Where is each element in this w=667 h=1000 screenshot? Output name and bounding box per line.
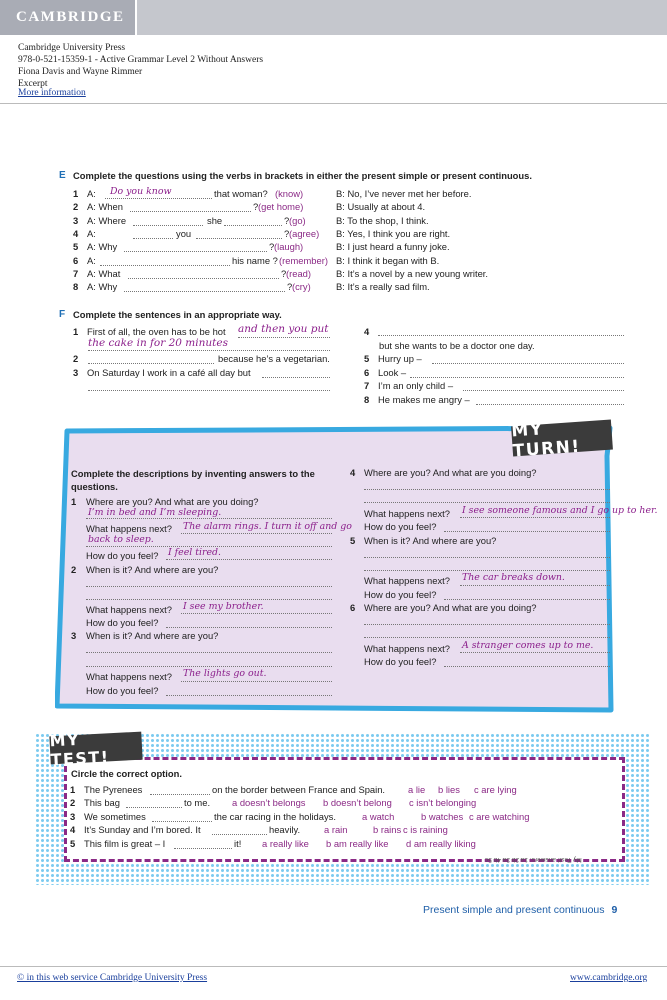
e-item-number: 6 <box>73 254 79 266</box>
header-divider <box>0 103 667 104</box>
e-item-number: 2 <box>73 201 79 213</box>
e-verb-hint: (know) <box>275 188 304 199</box>
myturn-item-1-feel-answer: I feel tired. <box>168 547 222 558</box>
myturn-item-3-next-label: What happens next? <box>86 671 172 682</box>
e-blank <box>224 225 282 226</box>
e-blank <box>128 278 279 279</box>
f-line-3b <box>88 390 330 391</box>
mytest-option[interactable]: c are watching <box>469 810 530 822</box>
e-item-number: 5 <box>73 241 79 253</box>
e-blank <box>105 198 212 199</box>
my-turn-badge <box>510 419 613 462</box>
myturn-item-3-feel-label: How do you feel? <box>86 685 159 696</box>
e-item-a: A: Where <box>87 214 127 226</box>
mytest-item-prefix: We sometimes <box>84 810 146 822</box>
mytest-blank <box>150 794 210 795</box>
mytest-option[interactable]: b watches <box>421 810 464 822</box>
f-line-4 <box>378 335 624 336</box>
f-line-3a <box>262 377 330 378</box>
answer-line <box>181 533 332 534</box>
mytest-item-number: 2 <box>70 797 76 809</box>
e-verb-hint: (go) <box>289 214 306 226</box>
answer-line <box>364 489 610 490</box>
e-item-a: A: <box>87 188 96 199</box>
f-line-7 <box>463 390 624 391</box>
copyright-link[interactable]: © in this web service Cambridge University Press <box>17 973 208 983</box>
myturn-item-1-number: 1 <box>71 496 77 507</box>
e-verb-hint: (cry) <box>292 281 311 293</box>
mytest-option[interactable]: d am really liking <box>406 837 476 849</box>
e-verb-hint: (get home) <box>258 201 304 213</box>
header-excerpt: Excerpt <box>18 79 48 89</box>
e-item-number: 3 <box>73 214 79 226</box>
mytest-option[interactable]: a watch <box>362 810 395 822</box>
myturn-item-5-feel-label: How do you feel? <box>364 589 437 600</box>
e-item-a-end: ? <box>269 241 275 253</box>
myturn-item-3-number: 3 <box>71 630 77 641</box>
my-test-instruction: Circle the correct option. <box>71 768 182 779</box>
mytest-blank <box>212 834 267 835</box>
mytest-option[interactable]: a really like <box>262 837 309 849</box>
e-verb-hint: (laugh) <box>274 241 304 253</box>
mytest-option[interactable]: b doesn’t belong <box>323 797 392 809</box>
f-answer-1a: and then you put <box>238 323 329 335</box>
e-item-a-end: ? <box>284 214 290 226</box>
myturn-item-6-question: Where are you? And what are you doing? <box>364 602 537 613</box>
header-authors: Fiona Davis and Wayne Rimmer <box>18 67 143 77</box>
myturn-item-4-feel-label: How do you feel? <box>364 521 437 532</box>
myturn-item-6-feel-label: How do you feel? <box>364 656 437 667</box>
my-turn-instruction: Complete the descriptions by inventing answers to the questions. <box>71 468 315 492</box>
mytest-item-suffix: it! <box>234 837 242 849</box>
answer-line <box>86 666 332 667</box>
answer-line <box>444 531 610 532</box>
mytest-item-suffix: the car racing in the holidays. <box>214 810 336 822</box>
f-line-6 <box>410 377 624 378</box>
e-item-mid: she <box>207 214 223 226</box>
mytest-item-suffix: to me. <box>184 797 211 809</box>
e-verb-hint: (read) <box>286 267 312 279</box>
answer-line <box>444 599 610 600</box>
exercise-f-letter: F <box>59 309 66 320</box>
f-item-1: 1 First of all, the oven has to be hot <box>73 326 226 337</box>
myturn-item-2-number: 2 <box>71 564 77 575</box>
myturn-item-5-next-answer: The car breaks down. <box>462 572 565 583</box>
myturn-item-2-next-label: What happens next? <box>86 604 172 615</box>
answer-line <box>86 518 332 519</box>
f-item-3: 3 On Saturday I work in a café all day but <box>73 367 251 378</box>
answer-line <box>86 599 332 600</box>
mytest-item-number: 5 <box>70 837 76 849</box>
f-item-4-text: but she wants to be a doctor one day. <box>379 340 535 351</box>
my-test-badge <box>49 729 142 770</box>
answer-line <box>181 613 332 614</box>
answer-line <box>364 570 610 571</box>
e-item-b: B: I just heard a funny joke. <box>336 241 450 253</box>
myturn-item-3-next-answer: The lights go out. <box>183 668 267 679</box>
mytest-item-prefix: It’s Sunday and I’m bored. It <box>84 824 201 836</box>
myturn-item-4-question: Where are you? And what are you doing? <box>364 467 537 478</box>
f-item-6: 6 Look – <box>364 367 407 378</box>
answer-line <box>166 695 332 696</box>
myturn-item-1-question: Where are you? And what are you doing? <box>86 496 259 507</box>
e-blank <box>133 238 173 239</box>
e-item-a: A: Why <box>87 241 118 253</box>
mytest-option[interactable]: c isn’t belonging <box>409 797 477 809</box>
e-item-b: B: It’s a really sad film. <box>336 281 430 293</box>
myturn-item-6-next-label: What happens next? <box>364 643 450 654</box>
mytest-item-number: 1 <box>70 784 76 795</box>
answer-line <box>86 652 332 653</box>
e-item-mid: you <box>176 227 192 239</box>
f-item-4-num: 4 <box>364 326 370 337</box>
mytest-option[interactable]: a lie <box>408 784 426 795</box>
answer-line <box>86 586 332 587</box>
answer-line <box>364 637 610 638</box>
e-verb-hint: (remember) <box>279 254 328 266</box>
f-line-5 <box>432 363 624 364</box>
mytest-blank <box>152 821 212 822</box>
brand-logo: CAMBRIDGE <box>16 9 125 25</box>
f-item-7: 7 I’m an only child – <box>364 380 454 391</box>
myturn-item-1-next-answer-2: back to sleep. <box>88 534 154 545</box>
mytest-item-prefix: This bag <box>84 797 120 809</box>
e-item-a-end: ? <box>281 267 287 279</box>
e-item-b: B: Yes, I think you are right. <box>336 227 451 239</box>
e-item-number: 1 <box>73 188 79 199</box>
exercise-e-instruction: Complete the questions using the verbs in brackets in either the present simple or present continuous. <box>73 170 532 181</box>
my-test-badge-label: MY TEST! <box>49 729 111 770</box>
myturn-item-6-number: 6 <box>350 602 356 613</box>
f-item-5: 5 Hurry up – <box>364 353 422 364</box>
f-line-8 <box>476 404 624 405</box>
myturn-item-2-question: When is it? And where are you? <box>86 564 219 575</box>
e-blank <box>100 265 230 266</box>
e-item-b: B: It’s a novel by a new young writer. <box>336 267 488 279</box>
mytest-item-suffix: on the border between France and Spain. <box>212 784 386 795</box>
e-blank <box>196 238 282 239</box>
mytest-item-number: 3 <box>70 810 76 822</box>
my-turn-badge-label: MY TURN! <box>510 419 582 462</box>
cambridge-site-link[interactable]: www.cambridge.org <box>570 973 648 983</box>
e-item-a-end: ? <box>253 201 259 213</box>
e-item-a: A: Why <box>87 281 118 293</box>
answer-line <box>364 557 610 558</box>
answer-line <box>460 517 610 518</box>
e-blank <box>124 291 285 292</box>
e-item-b: B: I think it began with B. <box>336 254 440 266</box>
e-item-a: A: When <box>87 201 123 213</box>
answer-line <box>166 627 332 628</box>
myturn-item-2-feel-label: How do you feel? <box>86 617 159 628</box>
e-item-number: 8 <box>73 281 79 293</box>
e-answer-1: Do you know <box>110 186 172 197</box>
page-number: 9 <box>611 904 618 916</box>
mytest-option[interactable]: c is raining <box>403 824 448 836</box>
myturn-item-5-number: 5 <box>350 535 356 546</box>
myturn-item-1-next-answer: The alarm rings. I turn it off and go <box>183 521 352 532</box>
answer-line <box>181 681 332 682</box>
myturn-item-3-question: When is it? And where are you? <box>86 630 219 641</box>
myturn-item-5-next-label: What happens next? <box>364 575 450 586</box>
answer-line <box>166 559 332 560</box>
e-verb-hint: (agree) <box>289 227 320 239</box>
f-line-1a <box>238 337 330 338</box>
answer-line <box>364 624 610 625</box>
e-item-a-end: that woman? <box>214 188 268 199</box>
mytest-option[interactable]: b lies <box>438 784 460 795</box>
f-line-2 <box>88 363 214 364</box>
header-gray-band <box>137 0 667 35</box>
section-footer-title: Present simple and present continuous <box>423 904 605 916</box>
f-item-8: 8 He makes me angry – <box>364 394 470 405</box>
mytest-item-prefix: This film is great – I <box>84 837 166 849</box>
section-footer <box>423 904 617 916</box>
myturn-item-5-question: When is it? And where are you? <box>364 535 497 546</box>
answer-line <box>460 652 610 653</box>
mytest-item-prefix: The Pyrenees <box>84 784 143 795</box>
footer-divider <box>0 966 667 967</box>
mytest-blank <box>126 807 182 808</box>
e-item-a-end: his name ? <box>232 254 278 266</box>
mytest-option[interactable]: c are lying <box>474 784 517 795</box>
e-item-b: B: To the shop, I think. <box>336 214 429 226</box>
e-item-b: B: Usually at about 4. <box>336 201 426 213</box>
e-item-a: A: <box>87 254 96 266</box>
e-item-number: 7 <box>73 267 79 279</box>
e-item-a-end: ? <box>287 281 293 293</box>
myturn-item-1-feel-label: How do you feel? <box>86 550 159 561</box>
e-blank <box>133 225 203 226</box>
exercise-e-letter: E <box>59 170 66 181</box>
header-publisher: Cambridge University Press <box>18 43 126 53</box>
mytest-option[interactable]: a rain <box>324 824 348 836</box>
e-item-a: A: What <box>87 267 121 279</box>
exercise-f-instruction: Complete the sentences in an appropriate way. <box>73 309 282 320</box>
mytest-option[interactable]: a doesn’t belongs <box>232 797 306 809</box>
f-answer-1b: the cake in for 20 minutes <box>88 337 228 349</box>
e-item-b: B: No, I’ve never met her before. <box>336 188 472 199</box>
e-blank <box>124 251 267 252</box>
e-blank <box>130 211 251 212</box>
answer-line <box>444 666 610 667</box>
mytest-option[interactable]: b rains <box>373 824 402 836</box>
f-line-1b <box>88 350 330 351</box>
e-item-a-end: ? <box>284 227 290 239</box>
myturn-item-2-next-answer: I see my brother. <box>183 601 264 612</box>
answer-line <box>460 585 610 586</box>
e-item-number: 4 <box>73 227 79 239</box>
answer-line <box>364 502 610 503</box>
my-test-answer-key: My Test! answers: 1a 2b 3a 4b 5c <box>485 856 582 863</box>
mytest-option[interactable]: b am really like <box>326 837 389 849</box>
mytest-item-suffix: heavily. <box>269 824 301 836</box>
myturn-item-4-next-label: What happens next? <box>364 508 450 519</box>
e-item-a: A: <box>87 227 96 239</box>
more-information-link[interactable]: More information <box>18 88 86 98</box>
mytest-item-number: 4 <box>70 824 76 836</box>
myturn-item-6-next-answer: A stranger comes up to me. <box>462 640 594 651</box>
header-isbn-title: 978-0-521-15359-1 - Active Grammar Level 2 Without Answers <box>18 55 264 65</box>
myturn-item-4-number: 4 <box>350 467 356 478</box>
f-item-2-num: 2 <box>73 353 79 364</box>
f-item-2-text: because he’s a vegetarian. <box>218 353 330 364</box>
myturn-item-1-next-label: What happens next? <box>86 523 172 534</box>
mytest-blank <box>174 848 232 849</box>
myturn-item-1-answer: I’m in bed and I’m sleeping. <box>88 507 222 518</box>
myturn-item-4-next-answer: I see someone famous and I go up to her. <box>462 505 658 516</box>
